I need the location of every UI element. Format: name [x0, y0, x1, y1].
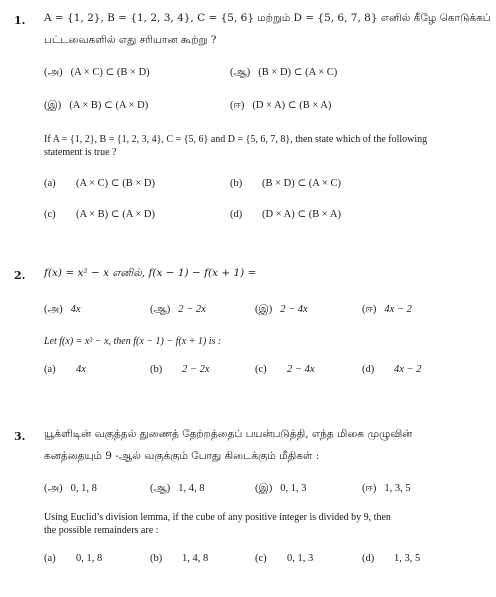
q1-tamil-option-a [44, 66, 150, 79]
option-text: 2 − 4x [280, 304, 308, 315]
option-text: (A × B) ⊂ (A × D) [76, 209, 155, 220]
option-label: (c) [44, 209, 56, 220]
q2-english-line: Let f(x) = x² − x, then f(x − 1) − f(x + 1) is : [44, 336, 222, 347]
option-label: (ஆ) [230, 67, 251, 78]
q2-english-option-d [362, 364, 422, 375]
option-label: (ஆ) [150, 483, 171, 494]
option-label: (d) [362, 364, 375, 375]
option-label: (ஆ) [150, 304, 171, 315]
q2-tamil-option-c [255, 303, 308, 316]
option-text: (A × C) ⊂ (B × D) [76, 178, 155, 189]
option-label: (a) [44, 553, 56, 564]
q2-tamil-line: f(x) = x² − x எனில், f(x − 1) − f(x + 1) = [44, 267, 257, 279]
option-text: (D × A) ⊂ (B × A) [252, 100, 332, 111]
q1-number: 1. [14, 14, 26, 27]
q3-english-option-d [362, 553, 420, 564]
q1-english-option-c [44, 208, 155, 220]
q3-english-line2: the possible remainders are : [44, 525, 159, 536]
q3-tamil-option-a [44, 482, 97, 495]
q1-tamil-option-b [230, 66, 337, 79]
q2-english-option-c [255, 364, 315, 375]
q3-number: 3. [14, 430, 26, 443]
option-text: 4x [76, 364, 86, 375]
q2-english-option-b [150, 364, 210, 375]
option-label: (c) [255, 553, 267, 564]
option-text: 4x [70, 304, 81, 315]
q2-number: 2. [14, 269, 26, 282]
option-text: 0, 1, 3 [280, 483, 307, 494]
q1-english-line2: statement is true ? [44, 147, 117, 158]
q1-english-option-b [230, 177, 341, 189]
q2-english-option-a [44, 364, 86, 375]
option-label: (ஈ) [362, 304, 377, 315]
option-label: (இ) [255, 483, 273, 494]
q1-english-option-d [230, 208, 341, 220]
q3-tamil-option-d [362, 482, 411, 495]
q1-tamil-option-c [44, 99, 148, 112]
q1-tamil-line1: A = {1, 2}, B = {1, 2, 3, 4}, C = {5, 6} மற்றும் D = {5, 6, 7, 8} எனில் கீழே கொடுக்கப் [44, 12, 491, 24]
q1-tamil-option-d [230, 99, 331, 112]
q1-english-line1: If A = {1, 2}, B = {1, 2, 3, 4}, C = {5, 6} and D = {5, 6, 7, 8}, then state which of the following [44, 134, 428, 145]
option-text: 1, 3, 5 [384, 483, 411, 494]
option-text: 1, 4, 8 [182, 553, 209, 564]
option-text: (A × C) ⊂ (B × D) [70, 67, 150, 78]
option-label: (இ) [255, 304, 273, 315]
option-text: 0, 1, 8 [76, 553, 103, 564]
option-label: (b) [150, 364, 163, 375]
option-text: 4x − 2 [394, 364, 422, 375]
q1-tamil-line2: பட்டவைகளில் எது சரியான கூற்று ? [44, 34, 217, 46]
q3-tamil-option-c [255, 482, 306, 495]
option-text: 2 − 2x [182, 364, 210, 375]
option-text: 1, 4, 8 [178, 483, 205, 494]
option-text: 1, 3, 5 [394, 553, 421, 564]
option-text: 4x − 2 [384, 304, 412, 315]
option-label: (d) [362, 553, 375, 564]
option-label: (அ) [44, 67, 63, 78]
option-label: (இ) [44, 100, 62, 111]
option-text: 2 − 4x [287, 364, 315, 375]
q3-english-option-a [44, 553, 102, 564]
option-text: 2 − 2x [178, 304, 206, 315]
option-label: (a) [44, 178, 56, 189]
option-text: (D × A) ⊂ (B × A) [262, 209, 341, 220]
q1-english-option-a [44, 177, 155, 189]
option-label: (a) [44, 364, 56, 375]
q3-english-option-c [255, 553, 313, 564]
option-label: (அ) [44, 304, 63, 315]
q2-tamil-option-a [44, 303, 81, 316]
q2-tamil-option-d [362, 303, 412, 316]
q3-english-line1: Using Euclid’s division lemma, if the cube of any positive integer is divided by 9, then [44, 512, 391, 523]
option-label: (ஈ) [362, 483, 377, 494]
option-label: (அ) [44, 483, 63, 494]
option-text: (B × D) ⊂ (A × C) [258, 67, 338, 78]
q3-english-option-b [150, 553, 208, 564]
option-label: (ஈ) [230, 100, 245, 111]
option-label: (d) [230, 209, 243, 220]
q3-tamil-line1: யூக்ளிடின் வகுத்தல் துணைத் தேற்றத்தைப் பயன்படுத்தி, எந்த மிகை முழுவின் [44, 428, 413, 440]
option-label: (b) [150, 553, 163, 564]
option-label: (c) [255, 364, 267, 375]
q3-tamil-line2: கனத்தையும் 9 -ஆல் வகுக்கும் போது கிடைக்கும் மீதிகள் : [44, 450, 320, 462]
option-text: (B × D) ⊂ (A × C) [262, 178, 341, 189]
option-label: (b) [230, 178, 243, 189]
option-text: (A × B) ⊂ (A × D) [69, 100, 149, 111]
option-text: 0, 1, 8 [70, 483, 97, 494]
option-text: 0, 1, 3 [287, 553, 314, 564]
q2-tamil-option-b [150, 303, 206, 316]
q3-tamil-option-b [150, 482, 205, 495]
